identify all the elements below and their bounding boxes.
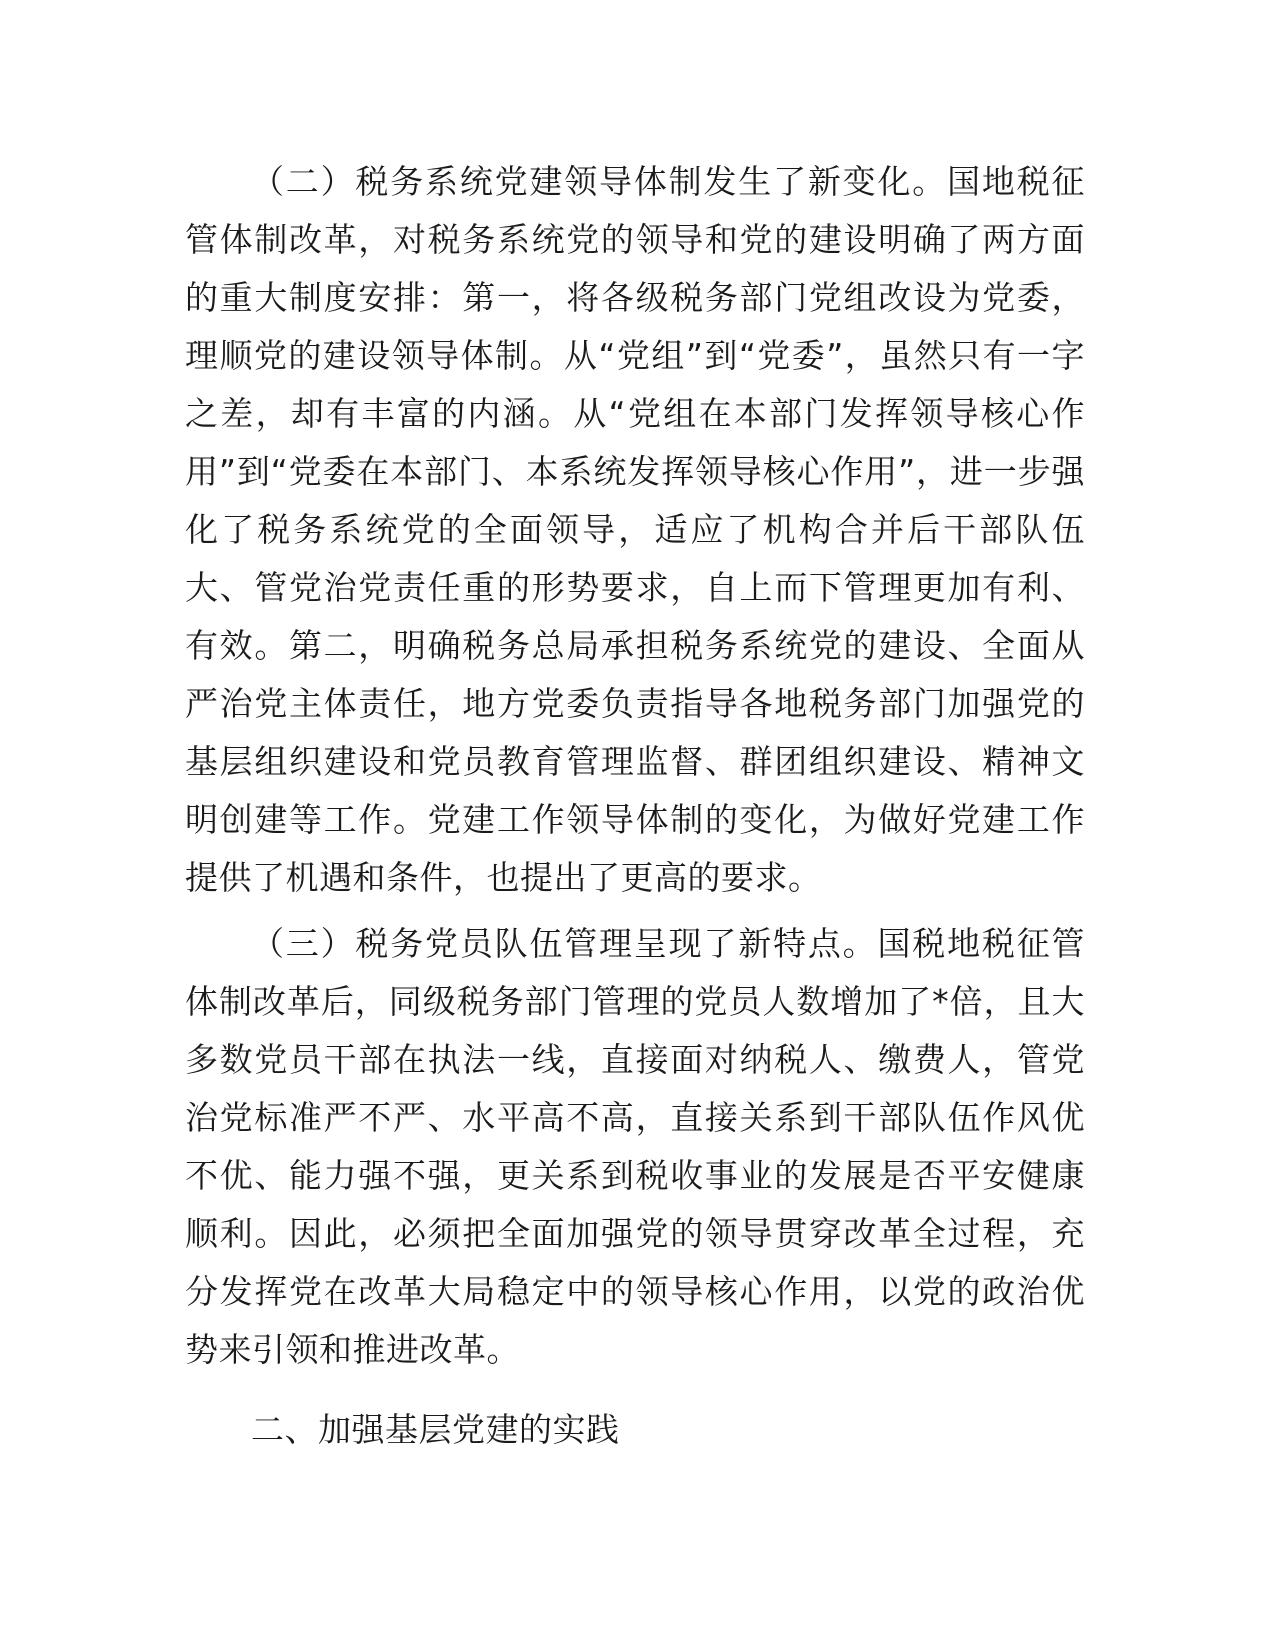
paragraph-section-3: （三）税务党员队伍管理呈现了新特点。国税地税征管体制改革后，同级税务部门管理的党员人数增加了*倍，且大多数党员干部在执法一线，直接面对纳税人、缴费人，管党治党标准严不严、水平高不高，直接关系到干部队伍作风优不优、能力强不强，更关系到税收事业的发展是否平安健康顺利。因此，必须把全面加强党的领导贯穿改革全过程，充分发挥党在改革大局稳定中的领导核心作用，以党的政治优势来引领和推进改革。 — [185, 924, 1085, 1369]
document-body — [185, 153, 1085, 1459]
paragraph-section-2: （二）税务系统党建领导体制发生了新变化。国地税征管体制改革，对税务系统党的领导和党的建设明确了两方面的重大制度安排：第一，将各级税务部门党组改设为党委，理顺党的建设领导体制。从“党组”到“党委”，虽然只有一字之差，却有丰富的内涵。从“党组在本部门发挥领导核心作用”到“党委在本部门、本系统发挥领导核心作用”，进一步强化了税务系统党的全面领导，适应了机构合并后干部队伍大、管党治党责任重的形势要求，自上而下管理更加有利、有效。第二，明确税务总局承担税务系统党的建设、全面从严治党主体责任，地方党委负责指导各地税务部门加强党的基层组织建设和党员教育管理监督、群团组织建设、精神文明创建等工作。党建工作领导体制的变化，为做好党建工作提供了机遇和条件，也提出了更高的要求。 — [185, 162, 1085, 897]
section-heading: 二、加强基层党建的实践 — [251, 1410, 620, 1449]
